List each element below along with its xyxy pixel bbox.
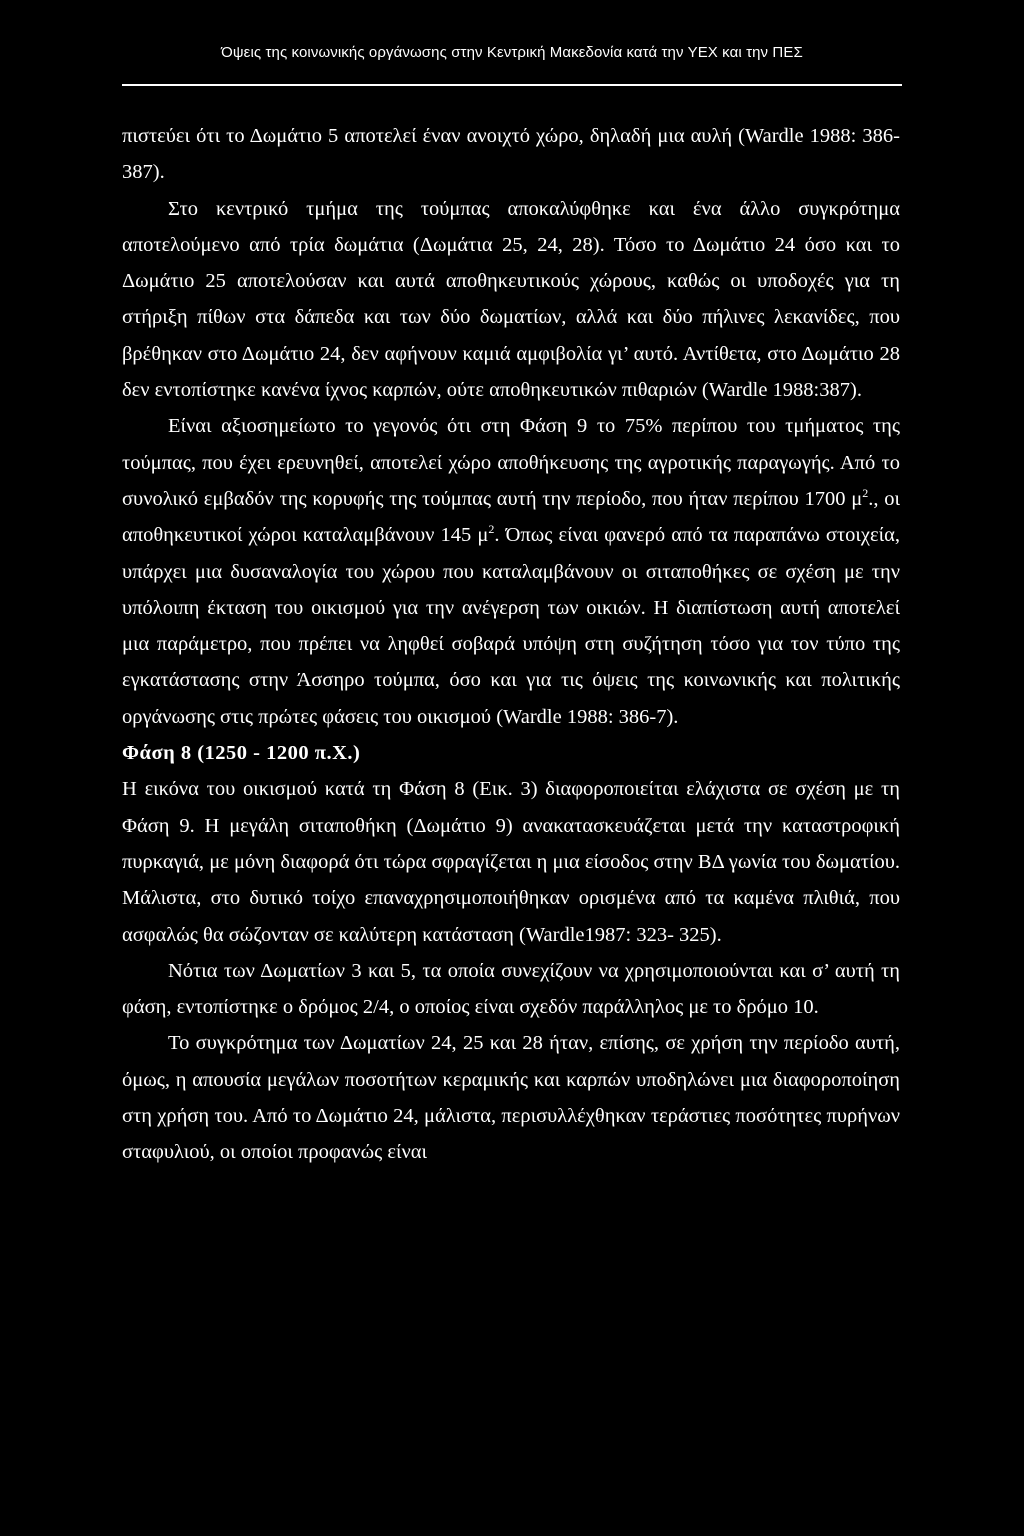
section-heading: Φάση 8 (1250 - 1200 π.Χ.)	[122, 742, 361, 765]
paragraph-4: Η εικόνα του οικισμού κατά τη Φάση 8 (Εικ. 3) διαφοροποιείται ελάχιστα σε σχέση με τη Φάση 9. Η μεγάλη σιταποθήκη (Δωμάτιο 9) ανακατασκευάζεται μετά την καταστροφική πυρκαγιά, με μόνη διαφορά ότι τώρα σφραγίζεται η μια είσοδος στην ΒΔ γωνία του δωματίου. Μάλιστα, στο δυτικό τοίχο επαναχρησιμοποιήθηκαν ορισμένα από τα καμένα πλιθιά, που ασφαλώς θα σώζονταν σε καλύτερη κατάσταση (Wardle1987: 323- 325).	[122, 778, 900, 946]
paragraph-5: Νότια των Δωματίων 3 και 5, τα οποία συνεχίζουν να χρησιμοποιούνται και σ’ αυτή τη φάση, εντοπίστηκε ο δρόμος 2/4, ο οποίος είναι σχεδόν παράλληλος με το δρόμο 10.	[122, 959, 900, 1019]
paragraph-3-part-2: ., οι αποθηκευτικοί χώροι καταλαμβάνουν 145 μ	[122, 487, 901, 547]
paragraph-3-part-1: Είναι αξιοσημείωτο το γεγονός ότι στη Φάση 9 το 75% περίπου του τμήματος της τούμπας, που έχει ερευνηθεί, αποτελεί χώρο αποθήκευσης της αγροτικής παραγωγής. Από το συνολικό εμβαδόν της κορυφής της τούμπας αυτή την περίοδο, που ήταν περίπου 1700 μ	[122, 415, 900, 510]
paragraph-3	[122, 408, 900, 735]
paragraph-3-part-3: . Όπως είναι φανερό από τα παραπάνω στοιχεία, υπάρχει μια δυσαναλογία του χώρου που καταλαμβάνουν οι σιταποθήκες σε σχέση με την υπόλοιπη έκταση του οικισμού για την ανέγερση των οικιών. Η διαπίστωση αυτή αποτελεί μια παράμετρο, που πρέπει να ληφθεί σοβαρά υπόψη στη συζήτηση τόσο για τον τύπο της εγκατάστασης στην Άσσηρο τούμπα, όσο και για τις όψεις της κοινωνικής και πολιτικής οργάνωσης στις πρώτες φάσεις του οικισμού (Wardle 1988: 386-7).	[122, 524, 900, 728]
paragraph-2: Στο κεντρικό τμήμα της τούμπας αποκαλύφθηκε και ένα άλλο συγκρότημα αποτελούμενο από τρία δωμάτια (Δωμάτια 25, 24, 28). Τόσο το Δωμάτιο 24 όσο και το Δωμάτιο 25 αποτελούσαν και αυτά αποθηκευτικούς χώρους, καθώς οι υποδοχές για τη στήριξη πίθων στα δάπεδα και των δύο δωματίων, αλλά και δύο πήλινες λεκανίδες, που βρέθηκαν στο Δωμάτιο 24, δεν αφήνουν καμιά αμφιβολία γι’ αυτό. Αντίθετα, στο Δωμάτιο 28 δεν εντοπίστηκε κανένα ίχνος καρπών, ούτε αποθηκευτικών πιθαριών (Wardle 1988:387).	[122, 197, 900, 402]
running-header: Όψεις της κοινωνικής οργάνωσης στην Κεντρική Μακεδονία κατά την ΥΕΧ και την ΠΕΣ	[221, 44, 803, 61]
superscript-1: 2	[862, 486, 869, 501]
superscript-2: 2	[488, 522, 495, 537]
header-rule	[122, 84, 902, 86]
paragraph-1: πιστεύει ότι το Δωμάτιο 5 αποτελεί έναν ανοιχτό χώρο, δηλαδή μια αυλή (Wardle 1988: 386-387).	[122, 125, 900, 184]
body-text	[122, 118, 900, 1171]
paragraph-6: Το συγκρότημα των Δωματίων 24, 25 και 28 ήταν, επίσης, σε χρήση την περίοδο αυτή, όμως, η απουσία μεγάλων ποσοτήτων κεραμικής και καρπών υποδηλώνει μια διαφοροποίηση στη χρήση του. Από το Δωμάτιο 24, μάλιστα, περισυλλέχθηκαν τεράστιες ποσότητες πυρήνων σταφυλιού, οι οποίοι προφανώς είναι	[122, 1032, 900, 1164]
